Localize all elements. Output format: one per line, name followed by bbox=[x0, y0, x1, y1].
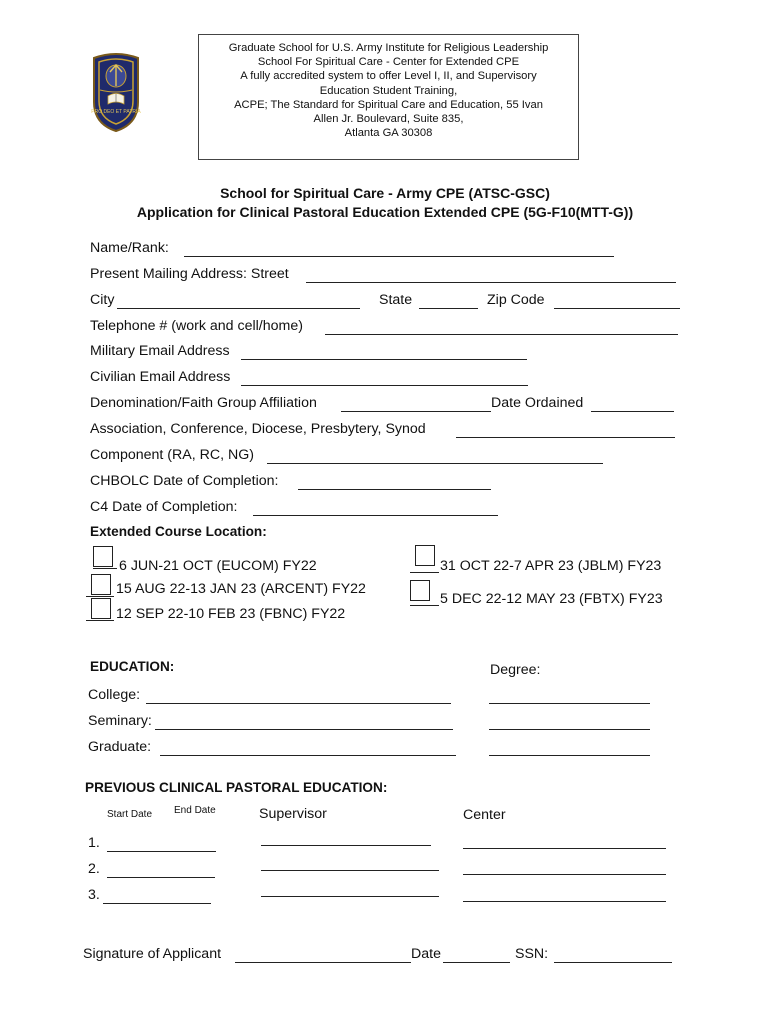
header-line: ACPE; The Standard for Spiritual Care and Education, 55 Ivan bbox=[234, 98, 543, 111]
cpe-row-number: 3. bbox=[88, 887, 100, 903]
denomination-label: Denomination/Faith Group Affiliation bbox=[90, 395, 317, 411]
city-label: City bbox=[90, 292, 115, 308]
cpe-row-number: 1. bbox=[88, 835, 100, 851]
seminary-field[interactable] bbox=[155, 729, 453, 730]
cpe-row-date-field[interactable] bbox=[107, 851, 216, 852]
header-line: Graduate School for U.S. Army Institute for Religious Leadership bbox=[228, 42, 549, 54]
svg-text:PRO DEO ET PATRIA: PRO DEO ET PATRIA bbox=[91, 109, 141, 115]
ssn-label: SSN: bbox=[515, 946, 549, 962]
underline bbox=[86, 596, 114, 597]
school-header-box bbox=[198, 34, 579, 160]
underline bbox=[410, 605, 439, 606]
telephone-label: Telephone # (work and cell/home) bbox=[90, 318, 303, 334]
telephone-field[interactable] bbox=[325, 334, 678, 335]
course-jblm-checkbox[interactable] bbox=[415, 545, 435, 566]
zip-field[interactable] bbox=[554, 308, 680, 309]
civilian-email-label: Civilian Email Address bbox=[90, 369, 231, 385]
name-rank-field[interactable] bbox=[184, 256, 614, 257]
center-header: Center bbox=[463, 807, 506, 823]
cpe-row-supervisor-field[interactable] bbox=[261, 845, 431, 846]
cpe-row-date-field[interactable] bbox=[103, 903, 211, 904]
chbolc-label: CHBOLC Date of Completion: bbox=[90, 473, 279, 489]
college-field[interactable] bbox=[146, 703, 451, 704]
association-label: Association, Conference, Diocese, Presbytery, Synod bbox=[90, 421, 426, 437]
seminary-degree-field[interactable] bbox=[489, 729, 650, 730]
cpe-row-number: 2. bbox=[88, 861, 100, 877]
cpe-row-center-field[interactable] bbox=[463, 901, 666, 902]
course-arcent-checkbox[interactable] bbox=[91, 574, 111, 595]
association-field[interactable] bbox=[456, 437, 675, 438]
course-jblm-label: 31 OCT 22-7 APR 23 (JBLM) FY23 bbox=[440, 558, 662, 574]
header-line: Allen Jr. Boulevard, Suite 835, bbox=[313, 113, 464, 126]
cpe-row-center-field[interactable] bbox=[463, 874, 666, 875]
signature-field[interactable] bbox=[235, 962, 411, 963]
education-heading: EDUCATION: bbox=[90, 659, 175, 674]
city-field[interactable] bbox=[117, 308, 360, 309]
underline bbox=[93, 568, 117, 569]
state-field[interactable] bbox=[419, 308, 478, 309]
zip-label: Zip Code bbox=[487, 292, 545, 308]
course-fbnc-checkbox[interactable] bbox=[91, 598, 111, 619]
state-label: State bbox=[379, 292, 413, 308]
college-degree-field[interactable] bbox=[489, 703, 650, 704]
degree-label: Degree: bbox=[490, 662, 541, 678]
cpe-row-date-field[interactable] bbox=[107, 877, 215, 878]
date-ordained-label: Date Ordained bbox=[491, 395, 584, 411]
signature-label: Signature of Applicant bbox=[83, 946, 222, 962]
header-line: Atlanta GA 30308 bbox=[344, 127, 433, 140]
form-subtitle: Application for Clinical Pastoral Education Extended CPE (5G-F10(MTT-G)) bbox=[136, 204, 634, 220]
ssn-field[interactable] bbox=[554, 962, 672, 963]
name-rank-label: Name/Rank: bbox=[90, 240, 169, 256]
previous-cpe-heading: PREVIOUS CLINICAL PASTORAL EDUCATION: bbox=[85, 780, 388, 795]
cpe-row-supervisor-field[interactable] bbox=[261, 870, 439, 871]
denomination-field[interactable] bbox=[341, 411, 491, 412]
cpe-row-center-field[interactable] bbox=[463, 848, 666, 849]
signature-date-label: Date bbox=[411, 946, 441, 962]
underline bbox=[410, 572, 439, 573]
course-location-heading: Extended Course Location: bbox=[90, 524, 267, 539]
course-fbtx-checkbox[interactable] bbox=[410, 580, 430, 601]
form-title: School for Spiritual Care - Army CPE (ATSC-GSC) bbox=[220, 185, 550, 201]
end-date-header: End Date bbox=[174, 805, 216, 816]
header-line: A fully accredited system to offer Level I, II, and Supervisory bbox=[240, 70, 537, 83]
chaplain-corps-seal-logo bbox=[90, 50, 142, 132]
address-label: Present Mailing Address: Street bbox=[90, 266, 289, 282]
chbolc-field[interactable] bbox=[298, 489, 491, 490]
graduate-degree-field[interactable] bbox=[489, 755, 650, 756]
cpe-row-supervisor-field[interactable] bbox=[261, 896, 439, 897]
course-eucom-label: 6 JUN-21 OCT (EUCOM) FY22 bbox=[119, 558, 317, 574]
college-label: College: bbox=[88, 687, 141, 703]
military-email-field[interactable] bbox=[241, 359, 527, 360]
header-line: Education Student Training, bbox=[319, 84, 458, 97]
graduate-label: Graduate: bbox=[88, 739, 152, 755]
start-date-header: Start Date bbox=[107, 809, 153, 820]
civilian-email-field[interactable] bbox=[241, 385, 528, 386]
seminary-label: Seminary: bbox=[88, 713, 152, 729]
header-line: School For Spiritual Care - Center for Extended CPE bbox=[257, 56, 520, 69]
military-email-label: Military Email Address bbox=[90, 343, 230, 359]
course-fbtx-label: 5 DEC 22-12 MAY 23 (FBTX) FY23 bbox=[440, 591, 663, 607]
underline bbox=[86, 620, 114, 621]
address-field[interactable] bbox=[306, 282, 676, 283]
course-eucom-checkbox[interactable] bbox=[93, 546, 113, 567]
signature-date-field[interactable] bbox=[443, 962, 510, 963]
c4-label: C4 Date of Completion: bbox=[90, 499, 238, 515]
course-fbnc-label: 12 SEP 22-10 FEB 23 (FBNC) FY22 bbox=[116, 606, 346, 622]
component-field[interactable] bbox=[267, 463, 603, 464]
graduate-field[interactable] bbox=[160, 755, 456, 756]
date-ordained-field[interactable] bbox=[591, 411, 674, 412]
c4-field[interactable] bbox=[253, 515, 498, 516]
supervisor-header: Supervisor bbox=[259, 806, 327, 822]
component-label: Component (RA, RC, NG) bbox=[90, 447, 254, 463]
course-arcent-label: 15 AUG 22-13 JAN 23 (ARCENT) FY22 bbox=[116, 581, 366, 597]
